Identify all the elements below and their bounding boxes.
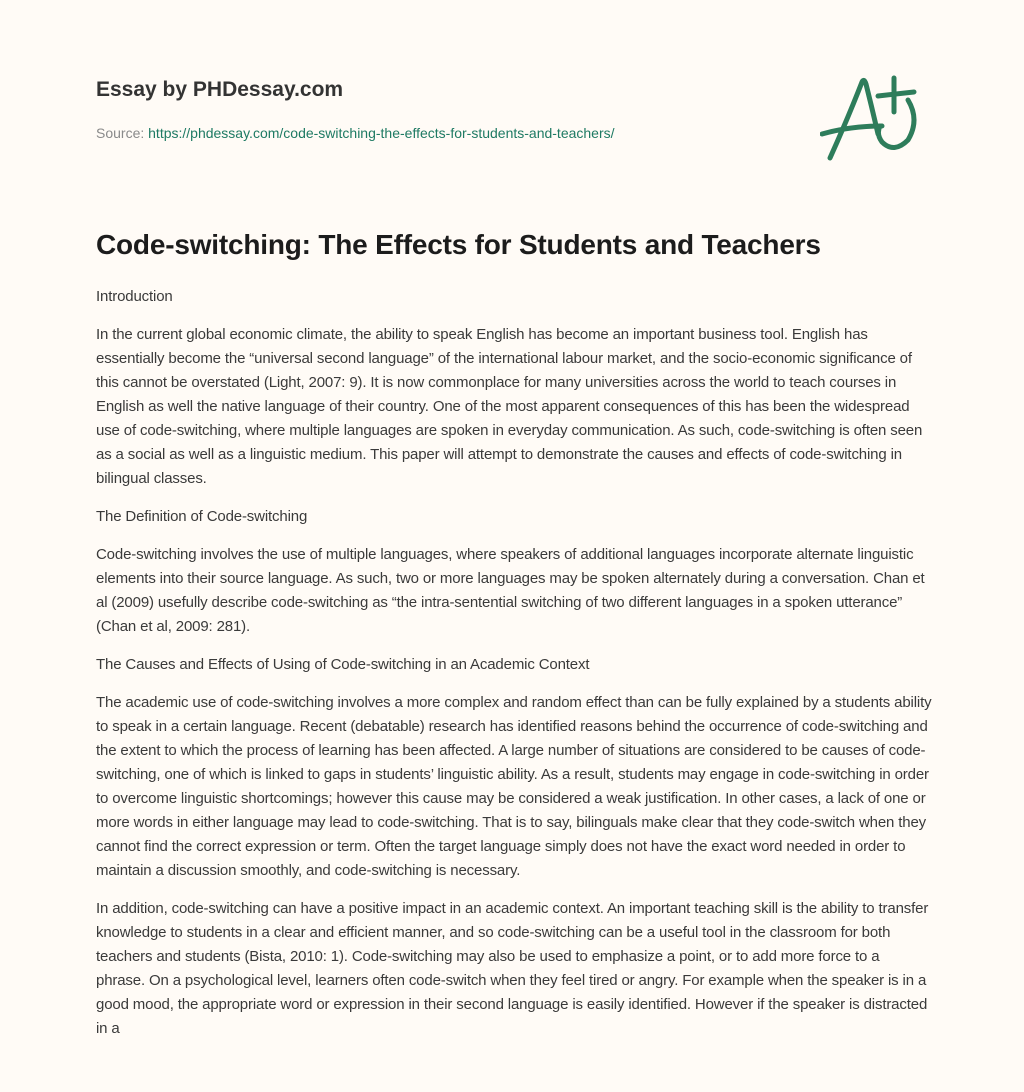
essay-body [96, 285, 932, 1055]
section-heading-introduction: Introduction [96, 288, 173, 305]
source-link[interactable]: https://phdessay.com/code-switching-the-effects-for-students-and-teachers/ [148, 125, 615, 141]
essay-title: Code-switching: The Effects for Students and Teachers [96, 229, 821, 260]
paragraph: Code-switching involves the use of multiple languages, where speakers of additional languages incorporate alternate linguistic elements into their source language. As such, two or more languages may be spoken alternately during a conversation. Chan et al (2009) usefully describe code-switching as “the intra-sentential switching of two different languages in a spoken utterance” (Chan et al, 2009: 281). [96, 546, 925, 635]
source-label: Source: [96, 125, 145, 141]
a-plus-grade-icon [820, 68, 930, 168]
paragraph: In addition, code-switching can have a positive impact in an academic context. An important teaching skill is the ability to transfer knowledge to students in a clear and efficient manner, and so code-switching can be a useful tool in the classroom for both teachers and students (Bista, 2010: 1). Code-switching may also be used to emphasize a point, or to add more force to a phrase. On a psychological level, learners often code-switch when they feel tired or angry. For example when the speaker is in a good mood, the appropriate word or expression in their second language is easily identified. However if the speaker is distracted in a [96, 900, 929, 1037]
section-heading-definition: The Definition of Code-switching [96, 508, 308, 525]
paragraph: In the current global economic climate, the ability to speak English has become an important business tool. English has essentially become the “universal second language” of the international labour market, and the socio-economic significance of this cannot be overstated (Light, 2007: 9). It is now commonplace for many universities across the world to teach courses in English as well the native language of their country. One of the most apparent consequences of this has been the widespread use of code-switching, where multiple languages are spoken in everyday communication. As such, code-switching is often seen as a social as well as a linguistic medium. This paper will attempt to demonstrate the causes and effects of code-switching in bilingual classes. [96, 326, 923, 487]
paragraph: The academic use of code-switching involves a more complex and random effect than can be fully explained by a students ability to speak in a certain language. Recent (debatable) research has identified reasons behind the occurrence of code-switching and the extent to which the process of learning has been affected. A large number of situations are considered to be causes of code-switching, one of which is linked to gaps in students’ linguistic ability. As a result, students may engage in code-switching in order to overcome linguistic shortcomings; however this cause may be considered a weak justification. In other cases, a lack of one or more words in either language may lead to code-switching. That is to say, bilinguals make clear that they code-switch when they cannot find the correct expression or term. Often the target language simply does not have the exact word needed in order to maintain a discussion smoothly, and code-switching is necessary. [96, 694, 932, 879]
section-heading-causes-effects: The Causes and Effects of Using of Code-switching in an Academic Context [96, 656, 590, 673]
essay-header [96, 76, 796, 143]
source-line [96, 123, 796, 143]
brand-title: Essay by PHDessay.com [96, 78, 344, 101]
